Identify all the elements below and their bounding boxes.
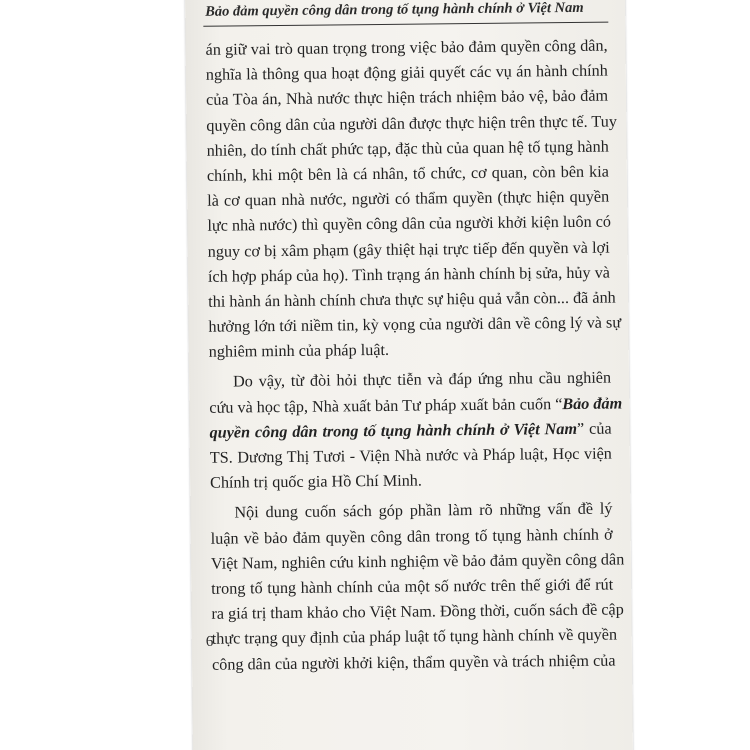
paragraph-2: [209, 366, 623, 496]
text-line: hưởng lớn tới niềm tin, kỳ vọng của người dân về công lý và sự: [208, 313, 622, 336]
text-line: nghiêm minh của pháp luật.: [208, 341, 390, 362]
book-title-part-2: quyền công dân trong tố tụng hành chính ở Việt Nam: [209, 419, 578, 442]
text-line: chính, khi một bên là cá nhân, tổ chức, cơ quan, còn bên kia: [206, 162, 609, 185]
running-head: Bảo đảm quyền công dân trong tố tụng hành chính ở Việt Nam: [205, 0, 584, 20]
text-segment: cứu và học tập, Nhà xuất bản Tư pháp xuất bản cuốn “: [209, 394, 563, 417]
text-line: TS. Dương Thị Tươi - Viện Nhà nước và Pháp luật, Học viện: [209, 444, 612, 467]
text-line: Chính trị quốc gia Hồ Chí Minh.: [210, 471, 422, 492]
text-line: án giữ vai trò quan trọng trong việc bảo đảm quyền công dân,: [205, 36, 608, 59]
text-line: [209, 391, 623, 420]
text-line: công dân của người khởi kiện, thẩm quyền và trách nhiệm của: [211, 651, 616, 674]
page-number: 6: [205, 633, 214, 650]
text-line: ra giá trị tham khảo cho Việt Nam. Đồng thời, cuốn sách đề cập: [211, 600, 624, 623]
text-line: ích hợp pháp của họ). Tình trạng án hành chính bị sửa, hủy và: [207, 263, 611, 286]
book-title-part-1: Bảo đảm: [562, 394, 623, 413]
text-line: Nội dung cuốn sách góp phần làm rõ những vấn đề lý: [234, 499, 613, 522]
text-line: thực trạng quy định của pháp luật tố tụng hành chính về quyền: [211, 625, 618, 649]
text-line: Việt Nam, nghiên cứu kinh nghiệm về bảo đảm quyền công dân: [210, 550, 625, 573]
text-line: nguy cơ bị xâm phạm (gây thiệt hại trực tiếp đến quyền và lợi: [207, 238, 610, 261]
paragraph-3: [210, 497, 625, 678]
book-page: [185, 0, 633, 750]
paragraph-1: [205, 34, 622, 366]
text-line: là cơ quan nhà nước, người có thẩm quyền (thực hiện quyền: [207, 187, 610, 210]
text-segment: ” của: [576, 419, 612, 438]
text-line: thi hành án hành chính chưa thực sự hiệu quả vẫn còn... đã ảnh: [208, 288, 616, 311]
text-line: nghĩa là thông qua hoạt động giải quyết các vụ án hành chính: [205, 61, 608, 84]
text-line: của Tòa án, Nhà nước thực hiện trách nhiệm bảo vệ, bảo đảm: [206, 86, 609, 110]
text-line: trong tố tụng hành chính của một số nước trên thế giới để rút: [211, 575, 614, 598]
text-line: luận về bảo đảm quyền công dân trong tố tụng hành chính ở: [210, 525, 613, 548]
text-line: Do vậy, từ đòi hỏi thực tiễn và đáp ứng nhu cầu nghiên: [232, 368, 612, 391]
body-text: [205, 34, 625, 678]
header-divider: [203, 22, 608, 27]
text-line: nhiên, do tính chất phức tạp, đặc thù của quan hệ tố tụng hành: [206, 137, 609, 160]
text-line: lực nhà nước) thì quyền công dân của người khởi kiện luôn có: [207, 212, 612, 236]
text-line: quyền công dân của người dân được thực hiện trên thực tế. Tuy: [206, 112, 617, 135]
